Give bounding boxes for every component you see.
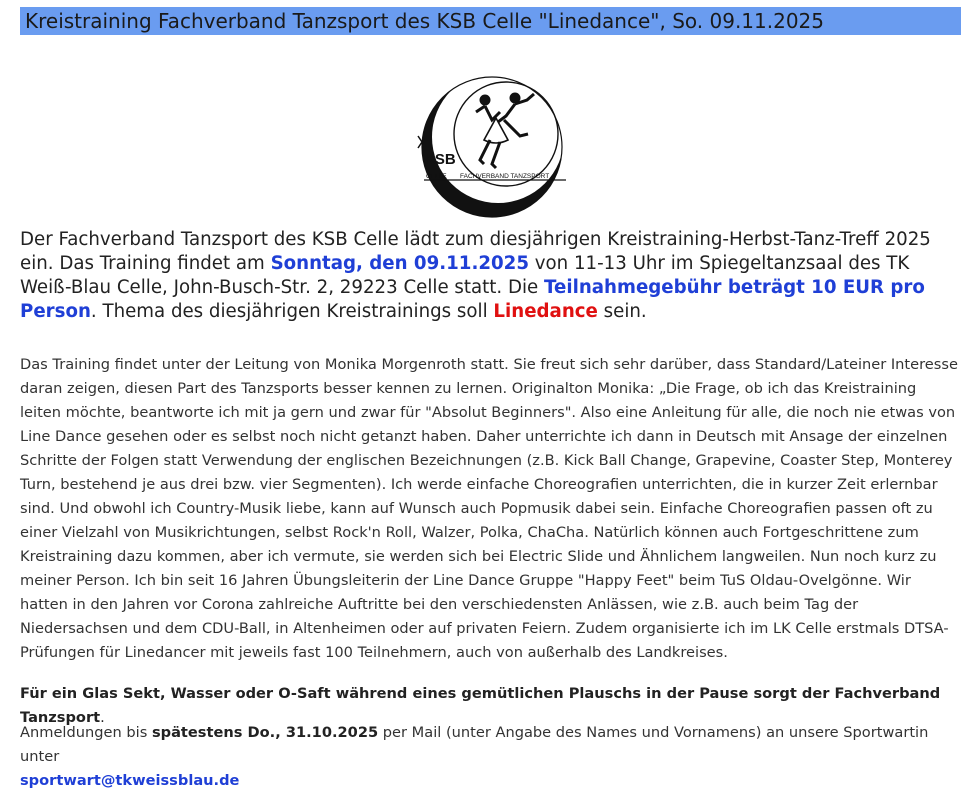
registration-middle: per Mail (unter Angabe des Names und Vornamens) an unsere Sportwartin unter	[20, 724, 929, 765]
intro-text-3: . Thema des diesjährigen Kreistrainings soll	[90, 301, 494, 322]
page-title	[20, 7, 961, 35]
fee-info: Teilnahmegebühr beträgt 10 EUR pro Person	[20, 277, 925, 322]
registration-prefix: Anmeldungen bis	[20, 724, 152, 741]
intro-text-1: Der Fachverband Tanzsport des KSB Celle lädt zum diesjährigen Kreistraining-Herbst-Tanz-Treff 2025 ein. Das Training findet am	[20, 229, 931, 274]
theme-linedance: Linedance	[493, 301, 598, 322]
ksb-fachverband-logo	[412, 76, 572, 218]
email-link[interactable]: sportwart@tkweissblau.de	[20, 772, 240, 789]
registration-info	[20, 721, 960, 793]
logo-graphic	[412, 76, 572, 218]
page-title-text: Kreistraining Fachverband Tanzsport des KSB Celle "Linedance", So. 09.11.2025	[25, 9, 825, 33]
trainer-description: Das Training findet unter der Leitung von Monika Morgenroth statt. Sie freut sich sehr darüber, dass Standard/Lateiner Interesse daran zeigen, diesen Part des Tanzsports besser kennen zu lernen. Originalton Monika: „Die Frage, ob ich das Kreistraining leiten möchte, beantworte ich mit ja gern und zwar für "Absolut Beginners". Also eine Anleitung für alle, die noch nie etwas von Line Dance gesehen oder es selbst noch nicht getanzt haben. Daher unterrichte ich dann in Deutsch mit Ansage der einzelnen Schritte der Folgen statt Verwendung der englischen Bezeichnungen (z.B. Kick Ball Change, Grapevine, Coaster Step, Monterey Turn, bestehend je aus drei bzw. vier Segmenten). Ich werde einfache Choreografien unterrichten, die in kurzer Zeit erlernbar sind. Und obwohl ich Country-Musik liebe, kann auf Wunsch auch Popmusik dabei sein. Einfache Choreografien passen oft zu einer Vielzahl von Musikrichtungen, selbst Rock'n Roll, Walzer, Polka, ChaCha. Natürlich können auch Fortgeschrittene zum Kreistraining dazu kommen, aber ich vermute, sie werden sich bei Electric Slide und Ähnlichem langweilen. Nun noch kurz zu meiner Person. Ich bin seit 16 Jahren Übungsleiterin der Line Dance Gruppe "Happy Feet" beim TuS Oldau-Ovelgönne. Wir hatten in den Jahren vor Corona zahlreiche Auftritte bei den verschiedensten Anlässen, wie z.B. auch beim Tag der Niedersachsen und dem CDU-Ball, in Altenheimen oder auf privaten Feiern. Zudem organisierte ich im LK Celle erstmals DTSA-Prüfungen für Linedancer mit jeweils fast 100 Teilnehmern, auch von außerhalb des Landkreises.	[20, 356, 958, 661]
registration-deadline: spätestens Do., 31.10.2025	[151, 724, 379, 741]
intro-text-4: sein.	[597, 301, 647, 322]
logo-celle-text: CELLE	[426, 173, 447, 180]
intro-text-2: von 11-13 Uhr im Spiegeltanzsaal des TK Weiß-Blau Celle, John-Busch-Str. 2, 29223 Celle statt. Die	[20, 253, 910, 298]
refreshments-text: Für ein Glas Sekt, Wasser oder O-Saft während eines gemütlichen Plauschs in der Pause sorgt der Fachverband Tanzsport	[20, 685, 941, 726]
intro-paragraph	[20, 228, 960, 324]
refreshments-tail: .	[100, 709, 105, 726]
training-date: Sonntag, den 09.11.2025	[270, 253, 529, 274]
logo-ksb-text: KSB	[424, 151, 456, 168]
logo-fachverband-text: FACHVERBAND TANZSPORT	[460, 173, 550, 180]
